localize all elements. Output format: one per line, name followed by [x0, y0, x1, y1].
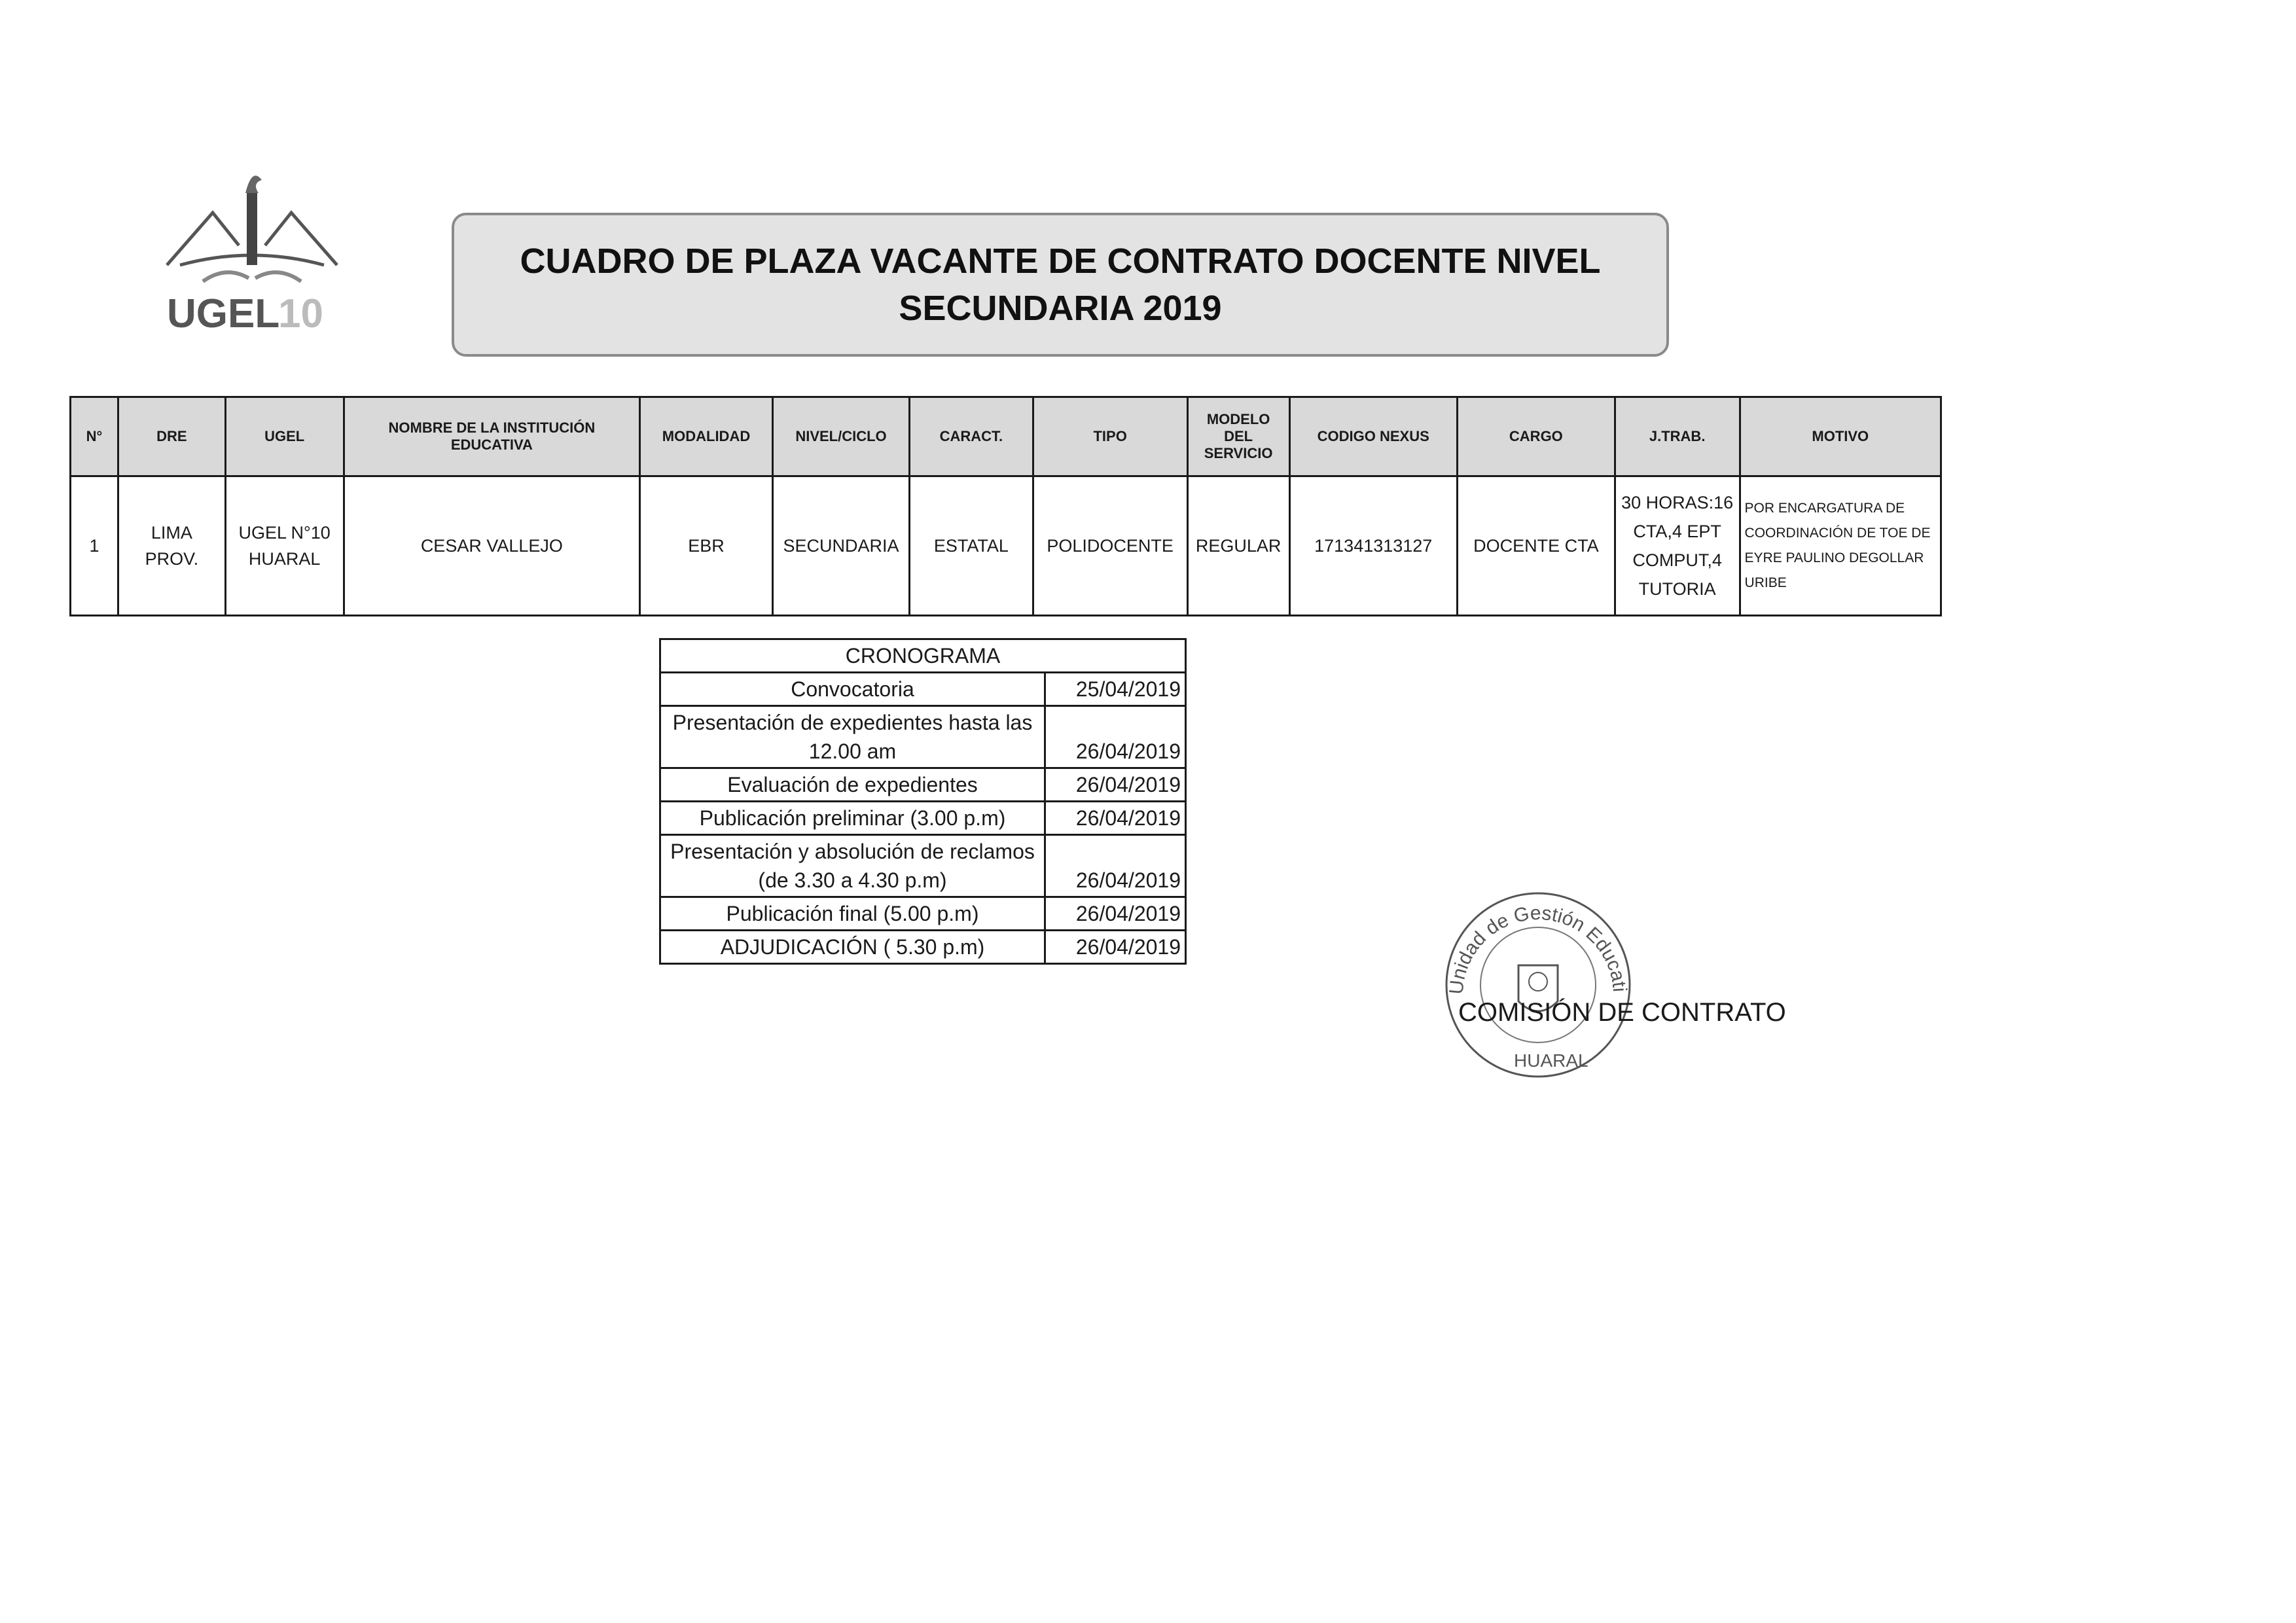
cronograma-date: 26/04/2019	[1045, 768, 1186, 802]
cell-dre: LIMA PROV.	[118, 476, 225, 616]
col-header: UGEL	[225, 397, 344, 476]
vacancy-table	[69, 396, 1942, 616]
col-header: J.TRAB.	[1615, 397, 1740, 476]
cell-motivo: POR ENCARGATURA DE COORDINACIÓN DE TOE DE EYRE PAULINO DEGOLLAR URIBE	[1740, 476, 1941, 616]
cell-cargo: DOCENTE CTA	[1457, 476, 1615, 616]
col-header: MODELO DEL SERVICIO	[1187, 397, 1289, 476]
cronograma-title: CRONOGRAMA	[660, 639, 1186, 673]
cell-jtrab: 30 HORAS:16 CTA,4 EPT COMPUT,4 TUTORIA	[1615, 476, 1740, 616]
cell-ugel: UGEL N°10 HUARAL	[225, 476, 344, 616]
table-row	[660, 768, 1186, 802]
cell-n: 1	[71, 476, 118, 616]
cell-nivel: SECUNDARIA	[772, 476, 909, 616]
cell-tipo: POLIDOCENTE	[1033, 476, 1187, 616]
cronograma-date: 26/04/2019	[1045, 802, 1186, 835]
cronograma-date: 26/04/2019	[1045, 706, 1186, 768]
table-row	[71, 476, 1941, 616]
table-row	[660, 835, 1186, 897]
svg-text:HUARAL: HUARAL	[1514, 1050, 1588, 1071]
svg-text:Unidad de Gestión Educativa Lo: Unidad de Gestión Educati	[1445, 902, 1630, 995]
cronograma-header-row	[660, 639, 1186, 673]
table-row	[660, 673, 1186, 706]
cronograma-label: Publicación preliminar (3.00 p.m)	[660, 802, 1045, 835]
table-row	[660, 931, 1186, 964]
col-header: N°	[71, 397, 118, 476]
cell-codigo: 171341313127	[1289, 476, 1457, 616]
cronograma-label: Presentación y absolución de reclamos (de 3.30 a 4.30 p.m)	[660, 835, 1045, 897]
cell-modalidad: EBR	[640, 476, 773, 616]
cronograma-date: 26/04/2019	[1045, 931, 1186, 964]
title-line1: CUADRO DE PLAZA VACANTE DE CONTRATO DOCENTE NIVEL	[520, 241, 1601, 281]
col-header: CARACT.	[910, 397, 1033, 476]
col-header: CODIGO NEXUS	[1289, 397, 1457, 476]
table-row	[660, 897, 1186, 931]
cronograma-label: Convocatoria	[660, 673, 1045, 706]
ugel-logo	[154, 167, 350, 337]
col-header: NIVEL/CICLO	[772, 397, 909, 476]
table-header-row	[71, 397, 1941, 476]
cronograma-label: ADJUDICACIÓN ( 5.30 p.m)	[660, 931, 1045, 964]
cell-caract: ESTATAL	[910, 476, 1033, 616]
stamp-seal-icon	[1437, 880, 1640, 1083]
svg-text:UGEL: UGEL	[167, 291, 280, 336]
cronograma-date: 26/04/2019	[1045, 835, 1186, 897]
col-header: NOMBRE DE LA INSTITUCIÓN EDUCATIVA	[344, 397, 640, 476]
cronograma-label: Presentación de expedientes hasta las 12.00 am	[660, 706, 1045, 768]
col-header: CARGO	[1457, 397, 1615, 476]
cell-institucion: CESAR VALLEJO	[344, 476, 640, 616]
cronograma-label: Publicación final (5.00 p.m)	[660, 897, 1045, 931]
table-row	[660, 706, 1186, 768]
cell-modelo: REGULAR	[1187, 476, 1289, 616]
cronograma-table	[659, 638, 1187, 965]
signature-text: COMISIÓN DE CONTRATO	[1458, 998, 1786, 1027]
cronograma-label: Evaluación de expedientes	[660, 768, 1045, 802]
cronograma-date: 26/04/2019	[1045, 897, 1186, 931]
title-box	[452, 213, 1669, 357]
title-line2: SECUNDARIA 2019	[899, 289, 1222, 328]
ugel-logo-icon	[154, 167, 350, 337]
col-header: TIPO	[1033, 397, 1187, 476]
col-header: MODALIDAD	[640, 397, 773, 476]
official-stamp	[1437, 880, 1640, 1083]
svg-text:10: 10	[278, 291, 323, 336]
cronograma-date: 25/04/2019	[1045, 673, 1186, 706]
table-row	[660, 802, 1186, 835]
col-header: MOTIVO	[1740, 397, 1941, 476]
col-header: DRE	[118, 397, 225, 476]
